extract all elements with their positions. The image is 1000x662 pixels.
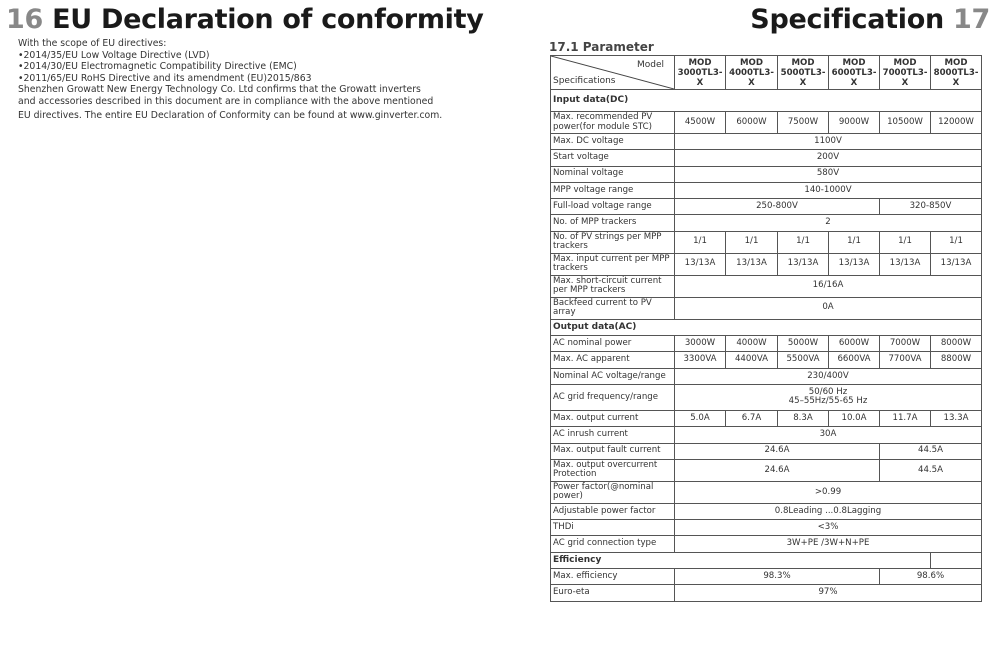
- cell: 13/13A: [829, 253, 880, 275]
- cell: 13/13A: [931, 253, 982, 275]
- table-row: [551, 352, 982, 368]
- table-row: [551, 112, 982, 134]
- cell: 11.7A: [880, 410, 931, 426]
- cell: 30A: [675, 427, 982, 443]
- cell: 6000W: [726, 112, 778, 134]
- paragraph: Shenzhen Growatt New Energy Technology Co. Ltd confirms that the Growatt inverters: [18, 84, 421, 96]
- row-label: AC inrush current: [551, 427, 675, 443]
- row-label: Max. AC apparent: [551, 352, 675, 368]
- model-header: MOD 6000TL3- X: [829, 56, 880, 90]
- cell: 4400VA: [726, 352, 778, 368]
- cell: 6000W: [829, 336, 880, 352]
- cell: 250-800V: [675, 199, 880, 215]
- cell: 230/400V: [675, 368, 982, 384]
- table-row: [551, 336, 982, 352]
- section-row: [551, 90, 982, 112]
- corner-spec-label: Specifications: [553, 76, 616, 87]
- declaration-body: [18, 38, 458, 121]
- table-row: [551, 481, 982, 503]
- cell: 140-1000V: [675, 182, 982, 198]
- table-row: [551, 231, 982, 253]
- table-row: [551, 182, 982, 198]
- cell-line: 50/60 Hz: [808, 386, 848, 397]
- cell: 1/1: [778, 231, 829, 253]
- cell: 98.6%: [880, 569, 982, 585]
- table-row: [551, 520, 982, 536]
- cell: 13/13A: [726, 253, 778, 275]
- cell: 3300VA: [675, 352, 726, 368]
- cell: 24.6A: [675, 459, 880, 481]
- chapter-title-text: Specification: [750, 4, 944, 35]
- cell: 98.3%: [675, 569, 880, 585]
- cell: 5.0A: [675, 410, 726, 426]
- cell: 44.5A: [880, 459, 982, 481]
- cell: 580V: [675, 166, 982, 182]
- row-label: Backfeed current to PV array: [551, 297, 675, 319]
- cell: 1/1: [675, 231, 726, 253]
- row-label: Nominal voltage: [551, 166, 675, 182]
- section-title: 17.1 Parameter: [549, 40, 654, 54]
- cell: 97%: [675, 585, 982, 601]
- row-label: Max. efficiency: [551, 569, 675, 585]
- cell: 12000W: [931, 112, 982, 134]
- cell: 7500W: [778, 112, 829, 134]
- row-label: Max. output overcurrent Protection: [551, 459, 675, 481]
- row-label: Power factor(@nominal power): [551, 481, 675, 503]
- chapter-number: 16: [6, 4, 43, 35]
- table-header-row: [551, 56, 982, 90]
- empty-cell: [931, 552, 982, 568]
- cell: 5500VA: [778, 352, 829, 368]
- row-label: Max. DC voltage: [551, 134, 675, 150]
- table-row: [551, 166, 982, 182]
- table-row: [551, 459, 982, 481]
- section-row: [551, 552, 982, 568]
- row-label: No. of PV strings per MPP trackers: [551, 231, 675, 253]
- cell: 3000W: [675, 336, 726, 352]
- row-label: Max. recommended PV power(for module STC): [551, 112, 675, 134]
- table-row: [551, 536, 982, 552]
- cell: 44.5A: [880, 443, 982, 459]
- cell: 320-850V: [880, 199, 982, 215]
- directive-item: •2011/65/EU RoHS Directive and its amendment (EU)2015/863: [18, 72, 312, 84]
- row-label: Adjustable power factor: [551, 503, 675, 519]
- paragraph: EU directives. The entire EU Declaration of Conformity can be found at www.ginverter.com.: [18, 109, 443, 121]
- cell: 9000W: [829, 112, 880, 134]
- chapter-16-title: [6, 2, 484, 38]
- model-header: MOD 5000TL3- X: [778, 56, 829, 90]
- chapter-title-text: EU Declaration of conformity: [52, 4, 484, 35]
- cell: 1/1: [880, 231, 931, 253]
- chapter-17-title: [750, 2, 990, 38]
- cell: 24.6A: [675, 443, 880, 459]
- cell: 3W+PE /3W+N+PE: [675, 536, 982, 552]
- directive-item: •2014/35/EU Low Voltage Directive (LVD): [18, 49, 210, 61]
- table-row: [551, 410, 982, 426]
- cell: 8800W: [931, 352, 982, 368]
- cell: 10.0A: [829, 410, 880, 426]
- row-label: Max. short-circuit current per MPP trackers: [551, 275, 675, 297]
- table-row: [551, 134, 982, 150]
- directive-item: •2014/30/EU Electromagnetic Compatibility Directive (EMC): [18, 61, 297, 73]
- table-row: [551, 427, 982, 443]
- cell: 1100V: [675, 134, 982, 150]
- cell: 0A: [675, 297, 982, 319]
- table-row: [551, 199, 982, 215]
- table-row: [551, 384, 982, 410]
- cell: 13.3A: [931, 410, 982, 426]
- cell: 8.3A: [778, 410, 829, 426]
- cell: 200V: [675, 150, 982, 166]
- section-output-ac: Output data(AC): [551, 319, 982, 335]
- cell: 1/1: [931, 231, 982, 253]
- table-row: [551, 253, 982, 275]
- table-row: [551, 585, 982, 601]
- cell: 1/1: [726, 231, 778, 253]
- cell: 13/13A: [675, 253, 726, 275]
- cell: 10500W: [880, 112, 931, 134]
- row-label: AC nominal power: [551, 336, 675, 352]
- corner-model-label: Model: [636, 60, 664, 70]
- table-row: [551, 368, 982, 384]
- cell: 7700VA: [880, 352, 931, 368]
- model-header: MOD 7000TL3- X: [880, 56, 931, 90]
- row-label: Full-load voltage range: [551, 199, 675, 215]
- cell-line: 45–55Hz/55-65 Hz: [788, 396, 868, 407]
- cell: 13/13A: [778, 253, 829, 275]
- row-label: Nominal AC voltage/range: [551, 368, 675, 384]
- cell: 6.7A: [726, 410, 778, 426]
- cell: 2: [675, 215, 982, 231]
- chapter-number: 17: [953, 4, 990, 35]
- row-label: Start voltage: [551, 150, 675, 166]
- row-label: No. of MPP trackers: [551, 215, 675, 231]
- paragraph: and accessories described in this document are in compliance with the above mentioned: [18, 95, 434, 107]
- section-row: [551, 319, 982, 335]
- table-row: [551, 275, 982, 297]
- cell: <3%: [675, 520, 982, 536]
- row-label: AC grid connection type: [551, 536, 675, 552]
- table-row: [551, 569, 982, 585]
- table-row: [551, 297, 982, 319]
- table-row: [551, 215, 982, 231]
- corner-header: [551, 56, 675, 90]
- model-header: MOD 3000TL3- X: [675, 56, 726, 90]
- cell: 13/13A: [880, 253, 931, 275]
- cell: [675, 384, 982, 410]
- cell: 4500W: [675, 112, 726, 134]
- row-label: THDi: [551, 520, 675, 536]
- cell: >0.99: [675, 481, 982, 503]
- model-header: MOD 4000TL3- X: [726, 56, 778, 90]
- table-row: [551, 443, 982, 459]
- cell: 16/16A: [675, 275, 982, 297]
- spec-table: [550, 55, 982, 602]
- model-header: MOD 8000TL3- X: [931, 56, 982, 90]
- row-label: Max. output fault current: [551, 443, 675, 459]
- section-efficiency: Efficiency: [551, 552, 931, 568]
- cell: 5000W: [778, 336, 829, 352]
- cell: 4000W: [726, 336, 778, 352]
- cell: 6600VA: [829, 352, 880, 368]
- row-label: Euro-eta: [551, 585, 675, 601]
- paragraph: With the scope of EU directives:: [18, 38, 167, 49]
- table-row: [551, 150, 982, 166]
- cell: 7000W: [880, 336, 931, 352]
- table-row: [551, 503, 982, 519]
- cell: 0.8Leading ...0.8Lagging: [675, 503, 982, 519]
- row-label: Max. output current: [551, 410, 675, 426]
- row-label: MPP voltage range: [551, 182, 675, 198]
- row-label: Max. input current per MPP trackers: [551, 253, 675, 275]
- cell: 1/1: [829, 231, 880, 253]
- section-input-dc: Input data(DC): [551, 90, 982, 112]
- cell: 8000W: [931, 336, 982, 352]
- row-label: AC grid frequency/range: [551, 384, 675, 410]
